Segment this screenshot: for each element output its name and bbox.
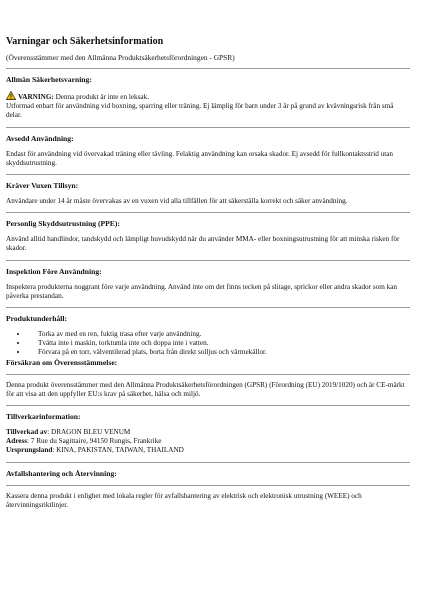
section-ppe	[6, 219, 410, 253]
section-heading: Tillverkarinformation:	[6, 412, 81, 422]
list-item: • Torka av med en ren, fuktig trasa efter varje användning.	[28, 330, 410, 339]
divider	[6, 68, 410, 69]
section-intended-use	[6, 134, 410, 168]
section-heading: Allmän Säkerhetsvarning:	[6, 75, 92, 84]
document-subtitle: (Överensstämmer med den Allmänna Produktsäkerhetsförordningen - GPSR)	[6, 53, 235, 62]
warning-triangle-icon	[6, 91, 16, 100]
divider	[6, 374, 410, 375]
divider	[6, 174, 410, 175]
section-text: Utformad enbart för användning vid boxning, sparring eller träning. Ej lämplig för barn under 3 år på grund av kvävningsrisk från små delar.	[6, 102, 394, 120]
section-conformity	[6, 358, 410, 399]
origin-line	[6, 446, 410, 455]
section-adult-supervision	[6, 181, 410, 206]
section-maintenance	[6, 314, 410, 358]
warning-text: Denna produkt är inte en leksak.	[53, 93, 150, 101]
section-heading: Inspektion Före Användning:	[6, 266, 102, 276]
section-manufacturer	[6, 412, 410, 462]
section-heading: Avsedd Användning:	[6, 133, 74, 143]
maintenance-list	[6, 330, 410, 358]
divider	[6, 307, 410, 308]
section-heading: Kräver Vuxen Tillsyn:	[6, 181, 79, 191]
section-text: Kassera denna produkt i enlighet med lokala regler för avfallshantering av elektrisk och elektronisk utrustning (WEEE) och återvinningsriktlinjer.	[6, 491, 362, 509]
made-by-label: Tillverkad av	[6, 428, 48, 437]
warning-line	[6, 91, 410, 102]
section-text: Endast för användning vid övervakad träning eller tävling. Felaktig användning kan orsaka skador. Ej avsedd för fullkontaktsstrid utan skyddsutrustning.	[6, 149, 394, 167]
section-general-warning	[6, 75, 410, 121]
address-line	[6, 437, 410, 446]
section-heading: Avfallshantering och Återvinning:	[6, 468, 117, 478]
made-by-value: : DRAGON BLEU VENUM	[47, 428, 131, 437]
section-text: Användare under 14 år måste övervakas av en vuxen vid alla tillfällen för att säkerställa korrekt och säker användning.	[6, 197, 348, 206]
section-heading: Personlig Skyddsutrustning (PPE):	[6, 219, 120, 229]
section-inspection	[6, 267, 410, 301]
divider	[6, 127, 410, 128]
made-by-line	[6, 428, 410, 437]
section-text: Använd alltid handlindor, tandskydd och lämpligt huvudskydd när du använder MMA- eller boxningsutrustning för att minska risken för skador.	[6, 235, 400, 253]
divider	[6, 485, 410, 486]
address-value: : 7 Rue du Sagittaire, 94150 Rungis, Frankrike	[27, 437, 162, 446]
section-text: Inspektera produkterna noggrant före varje användning. Använd inte om det finns tecken på slitage, sprickor eller andra skador som kan påverka prestandan.	[6, 282, 397, 300]
divider	[6, 462, 410, 463]
section-text: Denna produkt överensstämmer med den Allmänna Produktsäkerhetsförordningen (GPSR) (Förordning (EU) 2019/1020) och är CE-märkt för att visa att den uppfyller EU:s krav på säkerhet, hälsa och miljö.	[6, 380, 405, 398]
address-label: Adress	[6, 437, 28, 446]
warning-label: VARNING:	[18, 93, 54, 101]
divider	[6, 212, 410, 213]
divider	[6, 260, 410, 261]
section-heading: Produktunderhåll:	[6, 314, 68, 324]
divider	[6, 405, 410, 406]
section-heading: Försäkran om Överensstämmelse:	[6, 357, 118, 367]
origin-label: Ursprungsland	[6, 446, 53, 455]
origin-value: : KINA, PAKISTAN, TAIWAN, THAILAND	[52, 446, 184, 455]
document-title: Varningar och Säkerhetsinformation	[6, 36, 164, 47]
section-disposal	[6, 469, 410, 510]
list-item: • Tvätta inte i maskin, torktumla inte och doppa inte i vatten.	[28, 339, 410, 348]
list-item: • Förvara på en torr, välventilerad plats, borta från direkt solljus och värmekällor.	[28, 348, 410, 357]
